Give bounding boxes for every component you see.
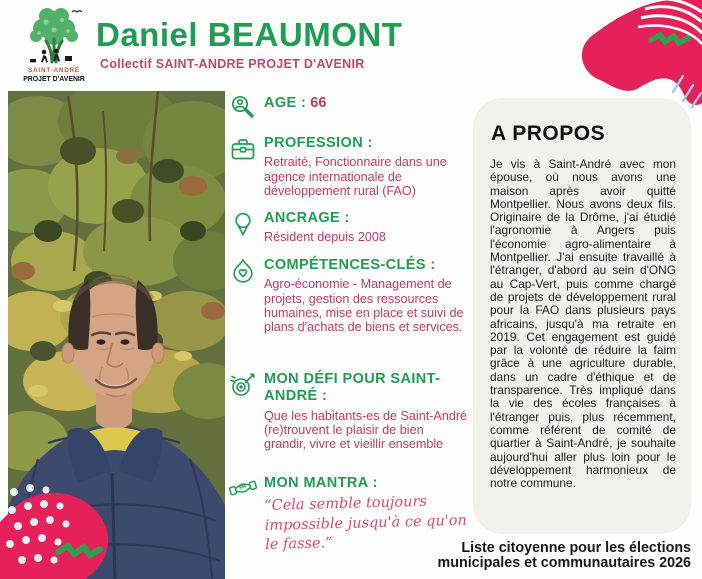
section-profession [229,135,469,198]
about-body: Je vis à Saint-André avec mon épouse, où nous avons une maison après avoir quitté Montpellier. Nous avons deux fils. Originaire de la Drôme, j'ai étudié l'agronomie à Angers puis l'économie agro-alimentaire à Montpellier. J'ai ensuite travaillé à l'étranger, d'abord au sein d'ONG au Cap-Vert, puis comme chargé de projets de développement rural pour la FAO dans plusieurs pays africains, jusqu'à ma retraite en 2019. Cet engagement est guidé par la volonté de réduire la faim grâce à une agriculture durable, dans un cadre d'éthique et de transparence. Très impliqué dans la vie des écoles françaises à l'étranger puis, plus récemment, comme référent de comité de quartier à Saint-André, je souhaite aujourd'hui aller plus loin pour le développement harmonieux de notre commune. [490,157,676,491]
section-mantra [229,475,469,556]
profession-label: PROFESSION : [264,135,373,151]
footer-line1: Liste citoyenne pour les élections [461,540,691,556]
handshake-icon [229,475,257,503]
target-icon [229,371,257,399]
mantra-value: “Cela semble toujours impossible jusqu'à ce qu'on le fasse.” [264,494,468,554]
red-blob-decoration [0,452,140,579]
defi-value: Que les habitants-es de Saint-André (re)trouvent le plaisir de bien grandir, vivre et vieillir ensemble [264,408,468,452]
about-panel [473,98,691,534]
section-competences [229,257,469,334]
candidate-name: Daniel BEAUMONT [96,16,403,53]
logo-text-line1: SAINT-ANDRÉ [28,67,80,74]
footer-line2: municipales et communautaires 2026 [437,555,691,571]
age-value: 66 [310,95,327,111]
ancrage-label: ANCRAGE : [264,210,350,226]
competences-label: COMPÉTENCES-CLÉS : [264,257,436,273]
section-defi [229,371,469,451]
age-label: AGE : [264,95,307,111]
briefcase-icon [229,135,257,163]
flame-heart-icon [229,257,257,285]
location-pin-icon [229,210,257,238]
footer-caption [438,541,691,571]
bird-icon [72,11,82,12]
ancrage-value: Résident depuis 2008 [264,230,386,245]
party-logo-icon [16,6,92,88]
section-age [229,94,469,122]
competences-value: Agro-économie - Management de projets, gestion des ressources humaines, mise en place et suivi de plans d'achats de biens et services. [264,277,464,335]
candidate-subtitle: Collectif SAINT-ANDRE PROJET D'AVENIR [100,57,365,71]
mantra-label: MON MANTRA : [264,475,378,491]
profession-value: Retraité, Fonctionnaire dans une agence internationale de développement rural (FAO) [264,155,447,198]
section-ancrage [229,210,469,245]
person-search-icon [229,94,257,122]
logo-text-line2: PROJET D'AVENIR [23,76,85,83]
about-title: A PROPOS [491,122,606,145]
defi-label: MON DÉFI POUR SAINT-ANDRÉ : [264,371,441,405]
